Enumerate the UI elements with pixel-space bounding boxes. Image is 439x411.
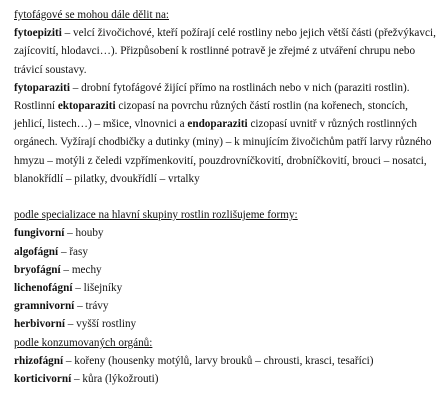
- term-ektoparaziti: ektoparaziti: [57, 100, 116, 113]
- fytoparaziti-text-3a: jehlicí, listech…) – mšice, vlnovnici a: [14, 118, 188, 131]
- heading-intro: fytofágové se mohou dále dělit na:: [14, 9, 170, 21]
- fytoepiziti-line-1: [14, 24, 436, 42]
- fytoepiziti-text-1: – velcí živočichové, kteří požírají celé rostliny nebo jejich větší části (přežvýkavci,: [61, 27, 436, 40]
- group-item: [14, 315, 436, 333]
- fytoparaziti-line-5: hmyzu – motýli z čeledi vzpřímenkovití, pouzdrovníčkovití, drobníčkovití, brouci – nosatci,: [14, 154, 427, 167]
- term-fytoparaziti: fytoparaziti: [14, 81, 70, 94]
- heading-groups: podle specializace na hlavní skupiny rostlin rozlišujeme formy:: [14, 209, 298, 222]
- group-desc: – lišejníky: [72, 282, 123, 295]
- group-desc: – vyšší rostliny: [64, 318, 137, 331]
- fytoparaziti-text-1: – drobní fytofágové žijící přímo na rostlinách nebo v nich (paraziti rostlin).: [69, 81, 410, 94]
- fytoparaziti-line-3: [14, 115, 436, 133]
- organ-term: rhizofágní: [14, 354, 64, 367]
- group-term: algofágní: [14, 245, 59, 258]
- fytoparaziti-text-3b: cizopasí uvnitř v různých rostlinných: [247, 118, 417, 131]
- group-term: fungivorní: [14, 227, 65, 240]
- organ-desc: – kořeny (housenky motýlů, larvy brouků – chrousti, krasci, tesaříci): [63, 354, 374, 367]
- blank-line: [14, 188, 436, 206]
- heading-organs: podle konzumovaných orgánů:: [14, 336, 153, 349]
- group-desc: – houby: [64, 227, 104, 240]
- group-item: [14, 261, 436, 279]
- fytoepiziti-line-2: zajícovití, hlodavci…). Přizpůsobení k rostlinné potravě je zřejmé z utváření chrupu nebo: [14, 45, 416, 58]
- group-desc: – trávy: [74, 300, 109, 313]
- fytoparaziti-line-4: orgánech. Vyžírají chodbičky a dutinky (miny) – k minujícím živočichům patří larvy různého: [14, 136, 432, 149]
- fytoepiziti-line-3: trávicí soustavy.: [14, 63, 87, 76]
- group-item: [14, 297, 436, 315]
- term-fytoepiziti: fytoepiziti: [14, 27, 62, 40]
- organ-item: [14, 352, 436, 370]
- group-desc: – mechy: [60, 263, 102, 276]
- fytoparaziti-text-2a: Rostlinní: [14, 100, 58, 113]
- organ-term: korticivorní: [14, 373, 72, 386]
- fytoparaziti-line-1: [14, 79, 436, 97]
- fytoparaziti-line-2: [14, 97, 436, 115]
- group-term: herbivorní: [14, 318, 65, 331]
- fytoparaziti-text-2b: cizopasí na povrchu různých částí rostlin (na kořenech, stoncích,: [115, 100, 408, 113]
- organ-item: [14, 370, 436, 388]
- term-endoparaziti: endoparaziti: [187, 118, 248, 131]
- group-desc: – řasy: [58, 245, 88, 258]
- organ-desc: – kůra (lýkožrouti): [71, 373, 159, 386]
- group-item: [14, 224, 436, 242]
- group-term: lichenofágní: [14, 282, 73, 295]
- fytoparaziti-line-6: blanokřídlí – pilatky, dvoukřídlí – vrtalky: [14, 172, 200, 185]
- group-term: gramnivorní: [14, 300, 75, 313]
- group-item: [14, 279, 436, 297]
- group-term: bryofágní: [14, 263, 61, 276]
- document-body: [14, 6, 436, 388]
- group-item: [14, 243, 436, 261]
